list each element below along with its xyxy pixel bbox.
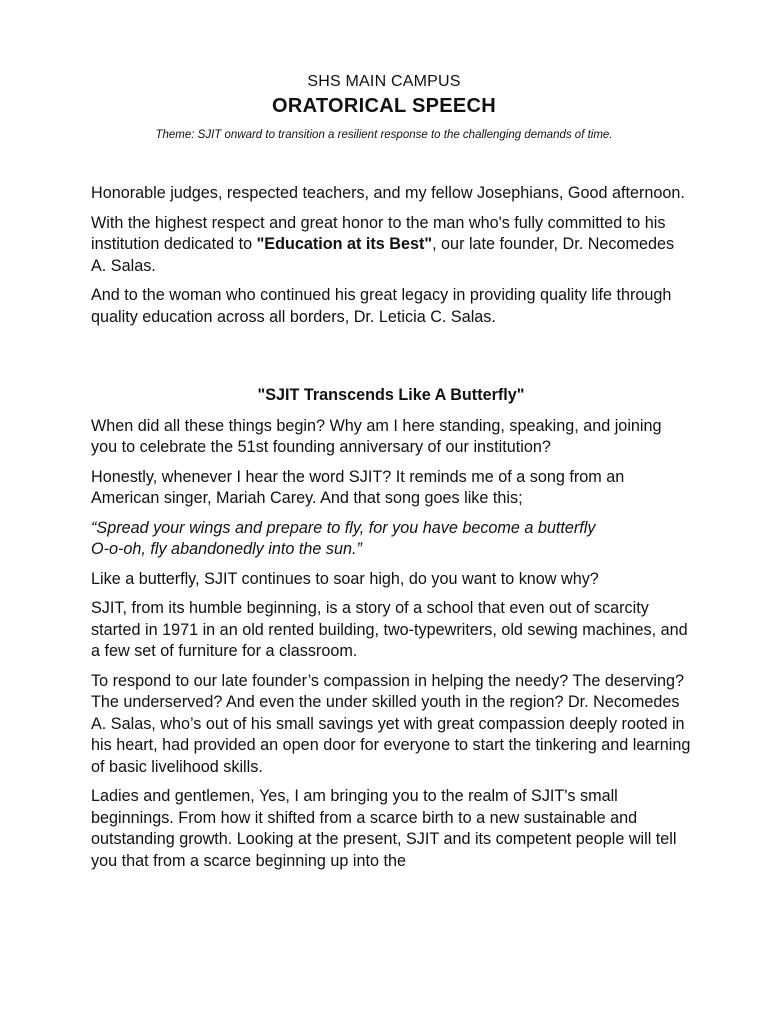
intro-block: [91, 183, 691, 336]
body-paragraph-5: To respond to our late founder’s compassion in helping the needy? The deserving? The underserved? And even the under skilled youth in the region? Dr. Necomedes A. Salas, who’s out of his small savings yet with great compassion deeply rooted in his heart, had provided an open door for everyone to start the tinkering and learning of basic livelihood skills.: [91, 671, 691, 776]
song-quote: [91, 518, 691, 561]
body-paragraph-2: Honestly, whenever I hear the word SJIT? It reminds me of a song from an American singer, Mariah Carey. And that song goes like this;: [91, 467, 625, 507]
document-title: ORATORICAL SPEECH: [271, 95, 497, 117]
campus-heading: SHS MAIN CAMPUS: [307, 73, 461, 90]
body-paragraph-3: Like a butterfly, SJIT continues to soar high, do you want to know why?: [91, 569, 599, 588]
theme-line: Theme: SJIT onward to transition a resilient response to the challenging demands of time.: [155, 129, 613, 141]
motto-text: "Education at its Best": [256, 235, 433, 253]
greeting-paragraph: Honorable judges, respected teachers, and my fellow Josephians, Good afternoon.: [91, 184, 685, 202]
founder-text-end: , our late founder, Dr. Necomedes A. Salas.: [91, 235, 675, 275]
section-title: "SJIT Transcends Like A Butterfly": [257, 386, 525, 404]
body-paragraph-1: When did all these things begin? Why am I here standing, speaking, and joining you to celebrate the 51st founding anniversary of our institution?: [91, 416, 662, 456]
legacy-paragraph: And to the woman who continued his great legacy in providing quality life through quality education across all borders, Dr. Leticia C. Salas.: [91, 286, 672, 326]
body-paragraph-4: SJIT, from its humble beginning, is a story of a school that even out of scarcity started in 1971 in an old rented building, two-typewriters, old sewing machines, and a few set of furniture for a classroom.: [91, 599, 688, 660]
founder-paragraph: [91, 213, 691, 278]
speech-block: [91, 385, 691, 880]
song-quote-line-1: “Spread your wings and prepare to fly, for you have become a butterfly: [91, 518, 596, 537]
founder-text-start: With the highest respect and great honor to the man who's fully committed to his institution dedicated to: [91, 213, 666, 253]
song-quote-line-2: O-o-oh, fly abandonedly into the sun.”: [91, 540, 362, 558]
body-paragraph-6: Ladies and gentlemen, Yes, I am bringing you to the realm of SJIT's small beginnings. From how it shifted from a scarce birth to a new sustainable and outstanding growth. Looking at the present, SJIT and its competent people will tell you that from a scarce beginning up into the: [91, 787, 677, 870]
